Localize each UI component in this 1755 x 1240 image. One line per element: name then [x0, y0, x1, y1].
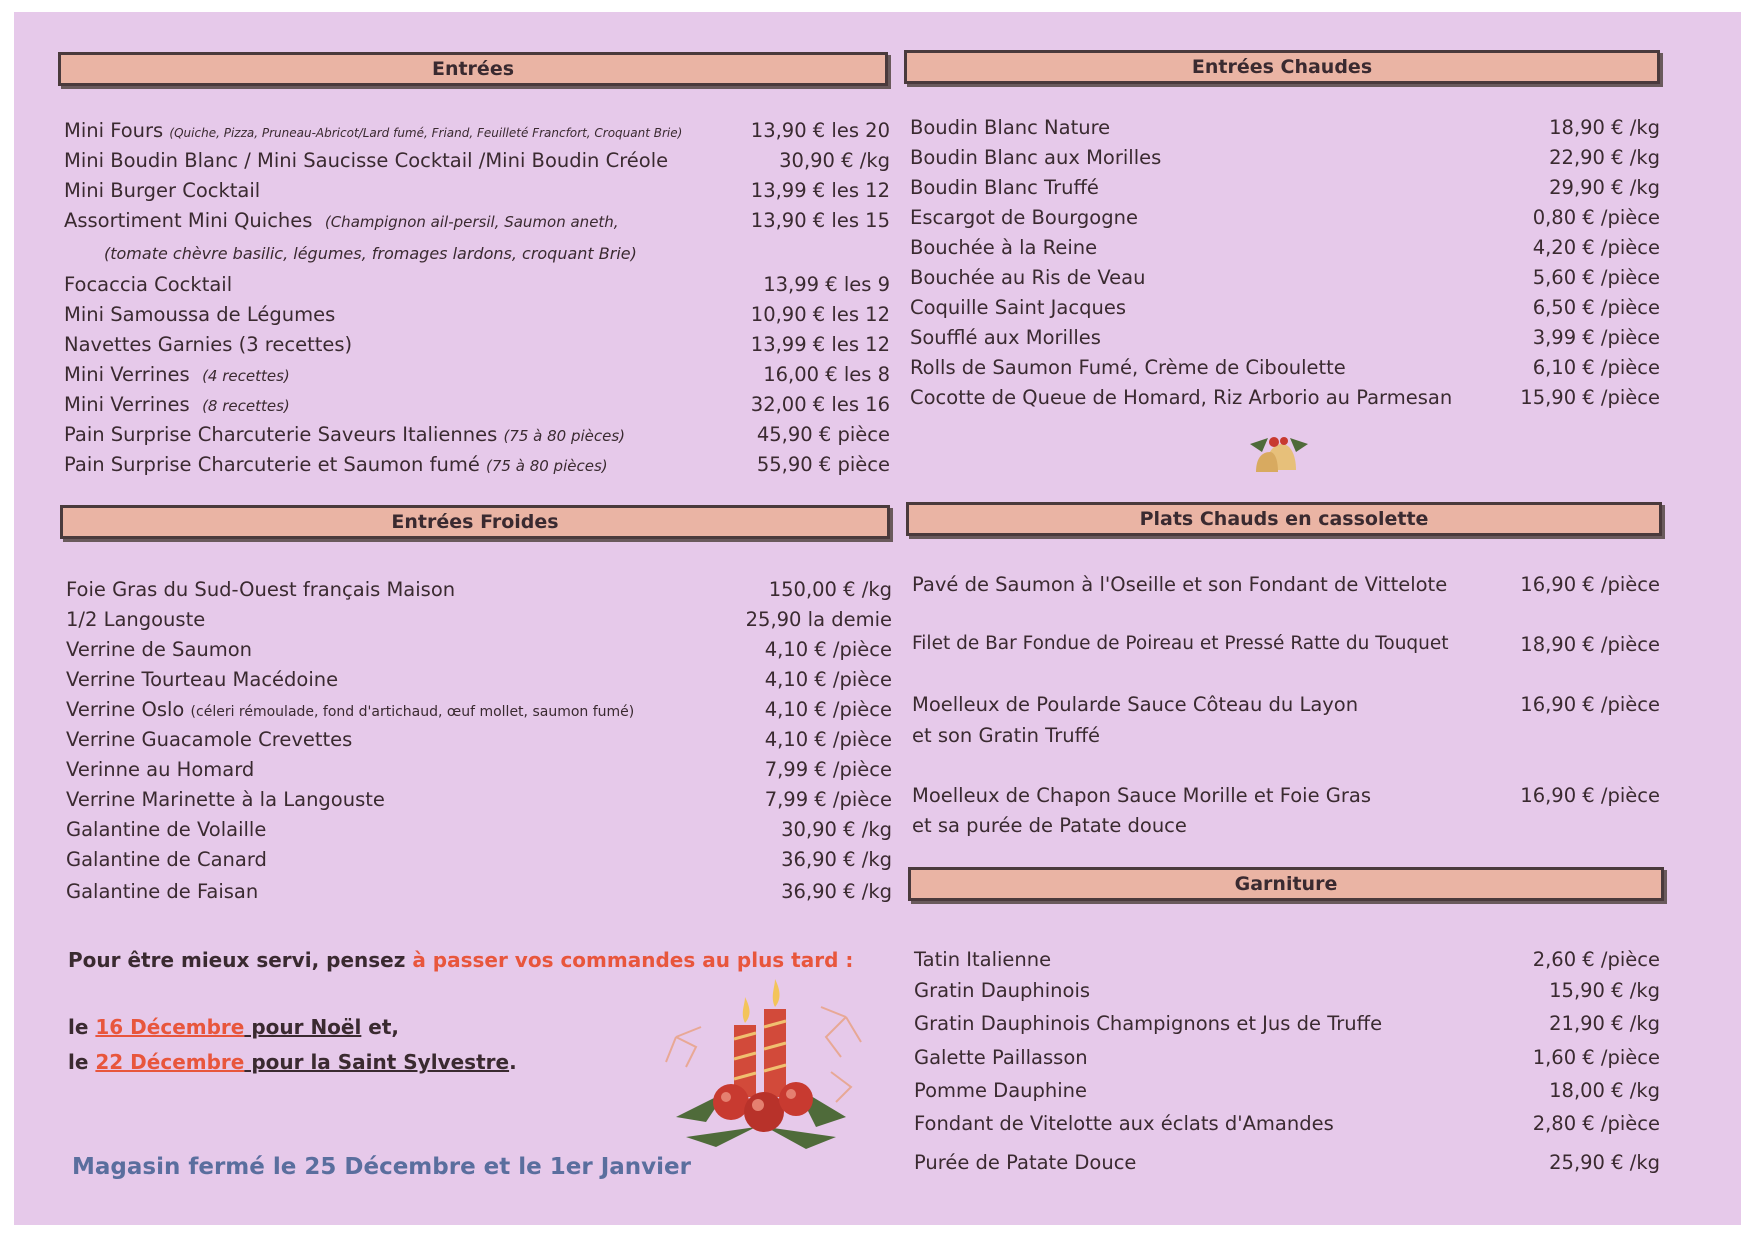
- item-name: Coquille Saint Jacques: [910, 296, 1126, 319]
- item-price: 13,99 € les 12: [750, 333, 890, 356]
- item-detail: (75 à 80 pièces): [503, 427, 626, 445]
- item-name: Boudin Blanc aux Morilles: [910, 146, 1162, 169]
- item-name: Verrine de Saumon: [66, 638, 253, 661]
- item-price: 30,90 € /kg: [779, 149, 890, 172]
- section-header-garniture: Garniture: [908, 867, 1664, 901]
- quiche-detail-continuation: (tomate chèvre basilic, légumes, fromages lardons, croquant Brie): [104, 244, 637, 263]
- item-price: 13,99 € les 12: [750, 179, 890, 202]
- candles-decoration-icon: [646, 977, 876, 1152]
- item-name: Boudin Blanc Nature: [910, 116, 1111, 139]
- item-price: 45,90 € pièce: [756, 423, 890, 446]
- left-column: [46, 12, 892, 1225]
- item-name: Tatin Italienne: [914, 948, 1052, 971]
- item-price: 21,90 € /kg: [1549, 1012, 1660, 1035]
- item-price: 4,10 € /pièce: [764, 668, 892, 691]
- item-name: Mini Burger Cocktail: [64, 179, 261, 202]
- item-price: 15,90 € /pièce: [1520, 386, 1660, 409]
- notice-text: pour Noël: [244, 1015, 362, 1039]
- item-name: Galantine de Volaille: [66, 818, 267, 841]
- item-price: 25,90 la demie: [745, 608, 892, 631]
- item-name: Moelleux de Chapon Sauce Morille et Foie Gras: [912, 784, 1372, 807]
- item-name: Bouchée au Ris de Veau: [910, 266, 1146, 289]
- item-price: 4,10 € /pièce: [764, 728, 892, 751]
- item-price: 0,80 € /pièce: [1532, 206, 1660, 229]
- item-name: Assortiment Mini Quiches: [64, 209, 313, 232]
- section-header-entrees-chaudes: Entrées Chaudes: [904, 50, 1660, 84]
- deadline-date: 16 Décembre: [95, 1015, 245, 1039]
- item-price: 7,99 € /pièce: [764, 758, 892, 781]
- item-name: Cocotte de Queue de Homard, Riz Arborio au Parmesan: [910, 386, 1453, 409]
- item-price: 4,10 € /pièce: [764, 638, 892, 661]
- item-name: Fondant de Vitelotte aux éclats d'Amandes: [914, 1112, 1334, 1135]
- item-price: 5,60 € /pièce: [1532, 266, 1660, 289]
- item-name: Verrine Guacamole Crevettes: [66, 728, 353, 751]
- item-price: 7,99 € /pièce: [764, 788, 892, 811]
- item-price: 55,90 € pièce: [756, 453, 890, 476]
- item-price: 18,90 € /kg: [1549, 116, 1660, 139]
- item-name: Boudin Blanc Truffé: [910, 176, 1099, 199]
- item-price: 13,90 € les 20: [750, 119, 890, 142]
- item-name-continued: et son Gratin Truffé: [912, 724, 1101, 747]
- item-price: 36,90 € /kg: [781, 848, 892, 871]
- item-name: Foie Gras du Sud-Ouest français Maison: [66, 578, 456, 601]
- item-name: Filet de Bar Fondue de Poireau et Pressé Ratte du Touquet: [912, 633, 1449, 654]
- item-name: Pomme Dauphine: [914, 1079, 1088, 1102]
- item-name: Verrine Oslo: [66, 698, 185, 721]
- item-price: 4,20 € /pièce: [1532, 236, 1660, 259]
- item-price: 3,99 € /pièce: [1532, 326, 1660, 349]
- order-deadline-notice: [68, 948, 853, 972]
- item-price: 6,10 € /pièce: [1532, 356, 1660, 379]
- item-price: 16,90 € /pièce: [1520, 573, 1660, 596]
- item-name: Navettes Garnies (3 recettes): [64, 333, 353, 356]
- closure-notice: Magasin fermé le 25 Décembre et le 1er Janvier: [72, 1154, 691, 1180]
- item-name: Galantine de Canard: [66, 848, 267, 871]
- item-price: 25,90 € /kg: [1549, 1151, 1660, 1174]
- notice-text: le: [68, 1050, 96, 1074]
- right-column: [904, 12, 1674, 1225]
- item-price: 13,99 € les 9: [763, 273, 890, 296]
- list-item: [912, 784, 1660, 844]
- item-price: 36,90 € /kg: [781, 880, 892, 903]
- item-price: 1,60 € /pièce: [1532, 1046, 1660, 1069]
- item-name: 1/2 Langouste: [66, 608, 206, 631]
- item-price: 2,80 € /pièce: [1532, 1112, 1660, 1135]
- item-name: Pain Surprise Charcuterie Saveurs Italiennes: [64, 423, 498, 446]
- section-header-plats-chauds: Plats Chauds en cassolette: [906, 502, 1662, 536]
- item-price: 150,00 € /kg: [768, 578, 892, 601]
- item-name: Soufflé aux Morilles: [910, 326, 1101, 349]
- item-price: 30,90 € /kg: [781, 818, 892, 841]
- item-name: Mini Samoussa de Légumes: [64, 303, 336, 326]
- item-name: Gratin Dauphinois: [914, 979, 1091, 1002]
- item-detail: (céleri rémoulade, fond d'artichaud, œuf mollet, saumon fumé): [190, 704, 635, 720]
- item-detail: (Champignon ail-persil, Saumon aneth,: [324, 213, 619, 231]
- list-item: [912, 693, 1660, 753]
- item-price: 16,90 € /pièce: [1520, 784, 1660, 807]
- item-name: Gratin Dauphinois Champignons et Jus de Truffe: [914, 1012, 1383, 1035]
- item-price: 15,90 € /kg: [1549, 979, 1660, 1002]
- item-detail: (75 à 80 pièces): [486, 457, 608, 475]
- item-name: Galantine de Faisan: [66, 880, 259, 903]
- item-price: 32,00 € les 16: [750, 393, 890, 416]
- item-name: Purée de Patate Douce: [914, 1151, 1137, 1174]
- item-price: 6,50 € /pièce: [1532, 296, 1660, 319]
- item-name-continued: et sa purée de Patate douce: [912, 814, 1187, 837]
- item-name: Verrine Marinette à la Langouste: [66, 788, 385, 811]
- item-name: Moelleux de Poularde Sauce Côteau du Layon: [912, 693, 1359, 716]
- new-year-deadline: [68, 1050, 517, 1074]
- item-price: 13,90 € les 15: [750, 209, 890, 232]
- item-name: Bouchée à la Reine: [910, 236, 1098, 259]
- item-name: Verinne au Homard: [66, 758, 255, 781]
- notice-text: .: [509, 1050, 517, 1074]
- item-name: Pavé de Saumon à l'Oseille et son Fondant de Vittelote: [912, 573, 1448, 596]
- item-name: Mini Boudin Blanc / Mini Saucisse Cocktail /Mini Boudin Créole: [64, 149, 669, 172]
- item-price: 2,60 € /pièce: [1532, 948, 1660, 971]
- deadline-date: 22 Décembre: [95, 1050, 245, 1074]
- notice-text: Pour être mieux servi, pensez: [68, 948, 413, 972]
- christmas-deadline: [68, 1015, 399, 1039]
- item-name: Pain Surprise Charcuterie et Saumon fumé: [64, 453, 480, 476]
- item-name: Mini Fours: [64, 119, 164, 142]
- item-detail: (8 recettes): [202, 397, 290, 415]
- item-name: Escargot de Bourgogne: [910, 206, 1138, 229]
- item-name: Mini Verrines: [64, 393, 190, 416]
- notice-text: le: [68, 1015, 96, 1039]
- item-price: 18,90 € /pièce: [1520, 633, 1660, 656]
- item-price: 16,90 € /pièce: [1520, 693, 1660, 716]
- notice-highlight: à passer vos commandes au plus tard :: [412, 948, 854, 972]
- section-header-entrees: Entrées: [58, 52, 888, 86]
- notice-text: et,: [361, 1015, 400, 1039]
- item-price: 16,00 € les 8: [763, 363, 890, 386]
- item-detail: (4 recettes): [202, 367, 290, 385]
- christmas-bell-icon: [1244, 430, 1314, 480]
- item-name: Galette Paillasson: [914, 1046, 1088, 1069]
- item-price: 18,00 € /kg: [1549, 1079, 1660, 1102]
- item-price: 10,90 € les 12: [750, 303, 890, 326]
- section-header-entrees-froides: Entrées Froides: [60, 505, 890, 539]
- item-name: Verrine Tourteau Macédoine: [66, 668, 339, 691]
- notice-text: pour la Saint Sylvestre: [244, 1050, 510, 1074]
- item-name: Focaccia Cocktail: [64, 273, 233, 296]
- item-price: 29,90 € /kg: [1549, 176, 1660, 199]
- menu-sheet: [14, 12, 1741, 1225]
- item-name: Mini Verrines: [64, 363, 190, 386]
- item-detail: (Quiche, Pizza, Pruneau-Abricot/Lard fumé, Friand, Feuilleté Francfort, Croquant Brie): [169, 126, 683, 140]
- item-name: Rolls de Saumon Fumé, Crème de Ciboulette: [910, 356, 1346, 379]
- item-price: 4,10 € /pièce: [764, 698, 892, 721]
- item-price: 22,90 € /kg: [1549, 146, 1660, 169]
